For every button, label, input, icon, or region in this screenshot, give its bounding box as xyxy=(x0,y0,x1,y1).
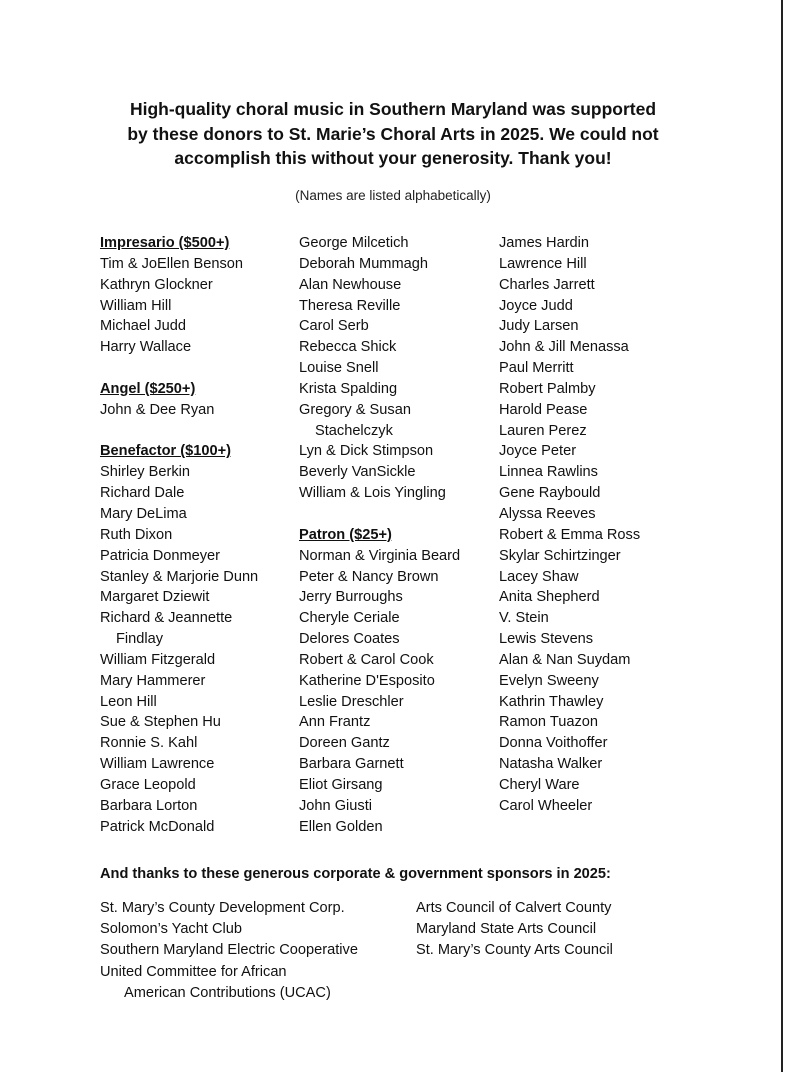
donor-name: Ruth Dixon xyxy=(100,526,173,543)
sponsors-column-left xyxy=(100,898,400,1004)
donor-column-2 xyxy=(299,233,494,837)
donor-name: Grace Leopold xyxy=(100,776,196,793)
donor-name: V. Stein xyxy=(499,610,549,627)
donor-name: Joyce Peter xyxy=(499,443,577,460)
page-edge-divider xyxy=(781,0,783,1072)
donor-name: Ann Frantz xyxy=(299,714,371,731)
donor-name: Ramon Tuazon xyxy=(499,714,598,731)
donor-name: Harold Pease xyxy=(499,401,588,418)
donor-name: Linnea Rawlins xyxy=(499,464,598,481)
donor-name: Doreen Gantz xyxy=(299,735,390,752)
donor-name: Robert Palmby xyxy=(499,380,596,397)
donor-name: Anita Shepherd xyxy=(499,589,600,606)
sponsor-name: Solomon’s Yacht Club xyxy=(100,921,242,938)
donor-name: Robert & Emma Ross xyxy=(499,526,641,543)
donor-name: Theresa Reville xyxy=(299,297,401,314)
donor-name: Skylar Schirtzinger xyxy=(499,547,621,564)
sponsor-name: Maryland State Arts Council xyxy=(416,921,597,938)
donor-name: Leon Hill xyxy=(100,693,157,710)
sponsor-name: United Committee for African xyxy=(100,963,287,980)
donor-name: Louise Snell xyxy=(299,360,379,377)
donor-name: William Lawrence xyxy=(100,756,215,773)
donor-name: Alan Newhouse xyxy=(299,276,402,293)
angel-header: Angel ($250+) xyxy=(100,380,196,397)
donor-name: Krista Spalding xyxy=(299,380,398,397)
donor-name: Charles Jarrett xyxy=(499,276,595,293)
donor-name: Michael Judd xyxy=(100,318,186,335)
donor-name: Patrick McDonald xyxy=(100,818,215,835)
donor-name: Mary DeLima xyxy=(100,505,187,522)
sponsor-name: Arts Council of Calvert County xyxy=(416,900,612,916)
donor-name: Margaret Dziewit xyxy=(100,589,210,606)
donor-name: Lauren Perez xyxy=(499,422,587,439)
donor-name-continued: Findlay xyxy=(116,631,164,648)
sponsor-name-continued: American Contributions (UCAC) xyxy=(124,984,331,1001)
sponsor-name: St. Mary’s County Arts Council xyxy=(416,942,613,959)
donor-name: Lawrence Hill xyxy=(499,255,587,272)
sponsors-column-right xyxy=(416,898,716,962)
donor-name: Delores Coates xyxy=(299,631,400,648)
donor-name: Katherine D'Esposito xyxy=(299,672,435,689)
donor-name: Alan & Nan Suydam xyxy=(499,651,631,668)
donor-name: Joyce Judd xyxy=(499,297,573,314)
donor-name-continued: Stachelczyk xyxy=(315,422,393,439)
donor-name: John & Jill Menassa xyxy=(499,339,629,356)
donor-name: Eliot Girsang xyxy=(299,776,383,793)
donor-name: Kathryn Glockner xyxy=(100,276,213,293)
impresario-header: Impresario ($500+) xyxy=(100,235,230,251)
benefactor-header: Benefactor ($100+) xyxy=(100,443,231,460)
donor-name: Ronnie S. Kahl xyxy=(100,735,198,752)
donor-name: Sue & Stephen Hu xyxy=(100,714,221,731)
donor-name: Kathrin Thawley xyxy=(499,693,604,710)
patron-header: Patron ($25+) xyxy=(299,526,392,543)
donor-column-3 xyxy=(499,233,694,817)
donor-name: Barbara Lorton xyxy=(100,797,198,814)
donor-name: Cheryle Ceriale xyxy=(299,610,400,627)
donor-name: Norman & Virginia Beard xyxy=(299,547,461,564)
donor-name: Judy Larsen xyxy=(499,318,579,335)
page-heading xyxy=(60,97,726,171)
donor-name: Beverly VanSickle xyxy=(299,464,416,481)
donor-name: Lewis Stevens xyxy=(499,631,594,648)
donor-name: Leslie Dreschler xyxy=(299,693,404,710)
donor-name: Richard & Jeannette xyxy=(100,610,233,627)
donor-name: Mary Hammerer xyxy=(100,672,206,689)
donor-name: James Hardin xyxy=(499,235,590,251)
donor-name: Lacey Shaw xyxy=(499,568,579,585)
donor-name: Peter & Nancy Brown xyxy=(299,568,439,585)
donor-name: William Fitzgerald xyxy=(100,651,216,668)
donor-name: Lyn & Dick Stimpson xyxy=(299,443,434,460)
donor-name: Jerry Burroughs xyxy=(299,589,403,606)
donor-column-1 xyxy=(100,233,295,837)
donor-name: Deborah Mummagh xyxy=(299,255,428,272)
donor-name: Shirley Berkin xyxy=(100,464,191,481)
donor-name: Tim & JoEllen Benson xyxy=(100,255,244,272)
donor-name: Patricia Donmeyer xyxy=(100,547,221,564)
heading-line-3: accomplish this without your generosity. Thank you! xyxy=(174,148,612,168)
sponsor-name: St. Mary’s County Development Corp. xyxy=(100,900,345,916)
donor-name: Barbara Garnett xyxy=(299,756,404,773)
donor-name: William Hill xyxy=(100,297,172,314)
donor-name: Ellen Golden xyxy=(299,818,383,835)
donor-name: Natasha Walker xyxy=(499,756,603,773)
heading-line-1: High-quality choral music in Southern Maryland was supported xyxy=(129,99,657,119)
donor-name: Robert & Carol Cook xyxy=(299,651,434,668)
donor-name: Stanley & Marjorie Dunn xyxy=(100,568,259,585)
donor-name: John Giusti xyxy=(299,797,373,814)
sponsors-heading: And thanks to these generous corporate & government sponsors in 2025: xyxy=(100,866,611,882)
donor-name: Gregory & Susan xyxy=(299,401,411,418)
donor-name: George Milcetich xyxy=(299,235,409,251)
donor-name: Alyssa Reeves xyxy=(499,505,596,522)
sponsor-name: Southern Maryland Electric Cooperative xyxy=(100,942,358,959)
donor-name: Carol Serb xyxy=(299,318,369,335)
donor-name: John & Dee Ryan xyxy=(100,401,215,418)
donor-name: Harry Wallace xyxy=(100,339,192,356)
alphabetical-note: (Names are listed alphabetically) xyxy=(295,188,491,203)
donor-name: Richard Dale xyxy=(100,485,185,502)
donor-name: Gene Raybould xyxy=(499,485,601,502)
donor-name: Rebecca Shick xyxy=(299,339,397,356)
donor-name: Cheryl Ware xyxy=(499,776,580,793)
heading-line-2: by these donors to St. Marie’s Choral Arts in 2025. We could not xyxy=(127,123,659,144)
donor-name: Carol Wheeler xyxy=(499,797,593,814)
donor-name: Evelyn Sweeny xyxy=(499,672,599,689)
donor-name: William & Lois Yingling xyxy=(299,485,446,502)
donor-name: Donna Voithoffer xyxy=(499,735,608,752)
donor-name: Paul Merritt xyxy=(499,360,574,377)
